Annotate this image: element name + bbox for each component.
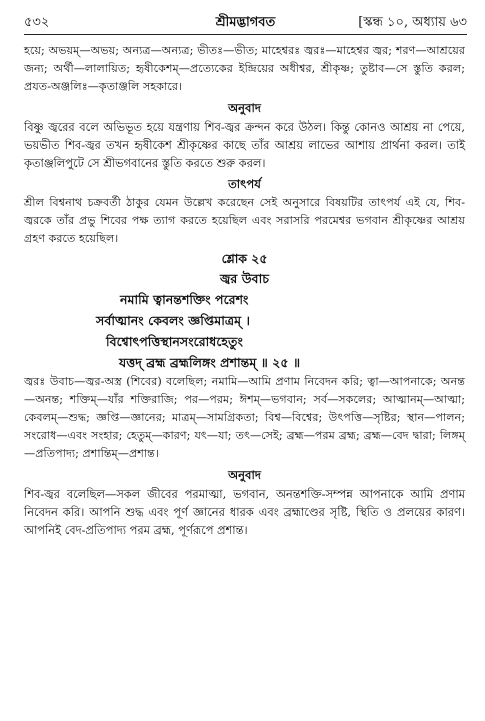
verse-line: সর্বাত্মানং কেবলং জ্ঞপ্তিমাত্রম্‌ । bbox=[96, 313, 250, 328]
purport-heading: তাৎপর্য bbox=[228, 177, 261, 191]
verse-block bbox=[24, 268, 465, 373]
page-body bbox=[24, 42, 465, 539]
chapter-reference: [স্কন্ধ ১০, অধ্যায় ৬৩ bbox=[358, 15, 467, 30]
book-title: শ্রীমদ্ভাগবত bbox=[215, 15, 276, 30]
page-header bbox=[24, 10, 467, 32]
translation-heading: অনুবাদ bbox=[228, 101, 261, 115]
verse-line: বিশ্বোৎপত্তিস্থানসংরোধহেতুং bbox=[106, 334, 243, 349]
translation-paragraph: বিষ্ণু জ্বরের বলে অভিভূত হয়ে যন্ত্রণায় শিব-জ্বর ক্রন্দন করে উঠল। কিন্তু কোনও আশ্রয় না পেয়ে, ভয়ভীত শিব-জ্বর তখন হৃষীকেশ শ্রীকৃষ্ণের কাছে তাঁর আশ্রয় লাভের আশায় প্রার্থনা করল। তাই কৃতাঞ্জলিপুটে সে শ্রীভগবানের স্তুতি করতে শুরু করল। bbox=[24, 120, 465, 170]
verse-line: নমামি ত্বানন্তশক্তিং পরেশং bbox=[120, 292, 249, 307]
page-number: ৫৩২ bbox=[24, 15, 50, 30]
purport-paragraph: শ্রীল বিশ্বনাথ চক্রবর্তী ঠাকুর যেমন উল্লেখ করেছেন সেই অনুসারে বিষয়টির তাৎপর্য এই যে, শিব-জ্বরকে তাঁর প্রভু শিবের পক্ষ ত্যাগ করতে হয়েছিল এবং সরাসরি পরমেশ্বর ভগবান শ্রীকৃষ্ণের আশ্রয় গ্রহণ করতে হয়েছিল। bbox=[24, 196, 465, 245]
synonyms-continued: হয়ে; অভয়ম্‌—অভয়; অন্যত্র—অন্যত্র; ভীতঃ—ভীত; মাহেশ্বরঃ জ্বরঃ—মাহেশ্বর জ্বর; শরণ—আশ্রয়ের জন্য; অর্থী—লালায়িত; হৃষীকেশম্‌—প্রত্যেকের ইন্দ্রিয়ের অধীশ্বর, শ্রীকৃষ্ণ; তুষ্টাব—সে স্তুতি করল; প্রযত-অঞ্জলিঃ—কৃতাঞ্জলি সহকারে। bbox=[24, 44, 465, 93]
header-rule bbox=[24, 34, 467, 35]
verse-synonyms: জ্বরঃ উবাচ—জ্বর-অস্ত্র (শিবের) বলেছিল; নমামি—আমি প্রণাম নিবেদন করি; ত্বা—আপনাকে; অনন্ত—অনন্ত; শক্তিম্‌—যাঁর শক্তিরাজি; পর—পরম; ঈশম্‌—ভগবান; সর্ব—সকলের; আত্মানম্‌—আত্মা; কেবলম্‌—শুদ্ধ; জ্ঞপ্তি—জ্ঞানের; মাত্রম্‌—সামগ্রিকতা; বিশ্ব—বিশ্বের; উৎপত্তি—সৃষ্টির; স্থান—পালন; সংরোধ—এবং সংহার; হেতুম্‌—কারণ; যৎ—যা; তৎ—সেই; ব্রহ্ম—পরম ব্রহ্ম; ব্রহ্ম—বেদ দ্বারা; লিঙ্গম্‌—প্রতিপাদ্য; প্রশান্তিম্‌—প্রশান্ত। bbox=[24, 375, 465, 460]
verse-line: জ্বর উবাচ bbox=[219, 271, 270, 286]
shloka-number: শ্লোক ২৫ bbox=[221, 251, 268, 266]
verse-line: যত্তদ্‌ ব্রহ্ম ব্রহ্মলিঙ্গং প্রশান্তম্‌ ॥ ২৫ ॥ bbox=[119, 355, 301, 370]
translation-heading-2: অনুবাদ bbox=[228, 468, 261, 482]
translation-paragraph-2: শিব-জ্বর বলেছিল—সকল জীবের পরমাত্মা, ভগবান, অনন্তশক্তি-সম্পন্ন আপনাকে আমি প্রণাম নিবেদন করি। আপনি শুদ্ধ এবং পূর্ণ জ্ঞানের ধারক এবং ব্রহ্মাণ্ডের সৃষ্টি, স্থিতি ও প্রলয়ের কারণ। আপনিই বেদ-প্রতিপাদ্য পরম ব্রহ্ম, পূর্ণরূপে প্রশান্ত। bbox=[24, 487, 465, 537]
